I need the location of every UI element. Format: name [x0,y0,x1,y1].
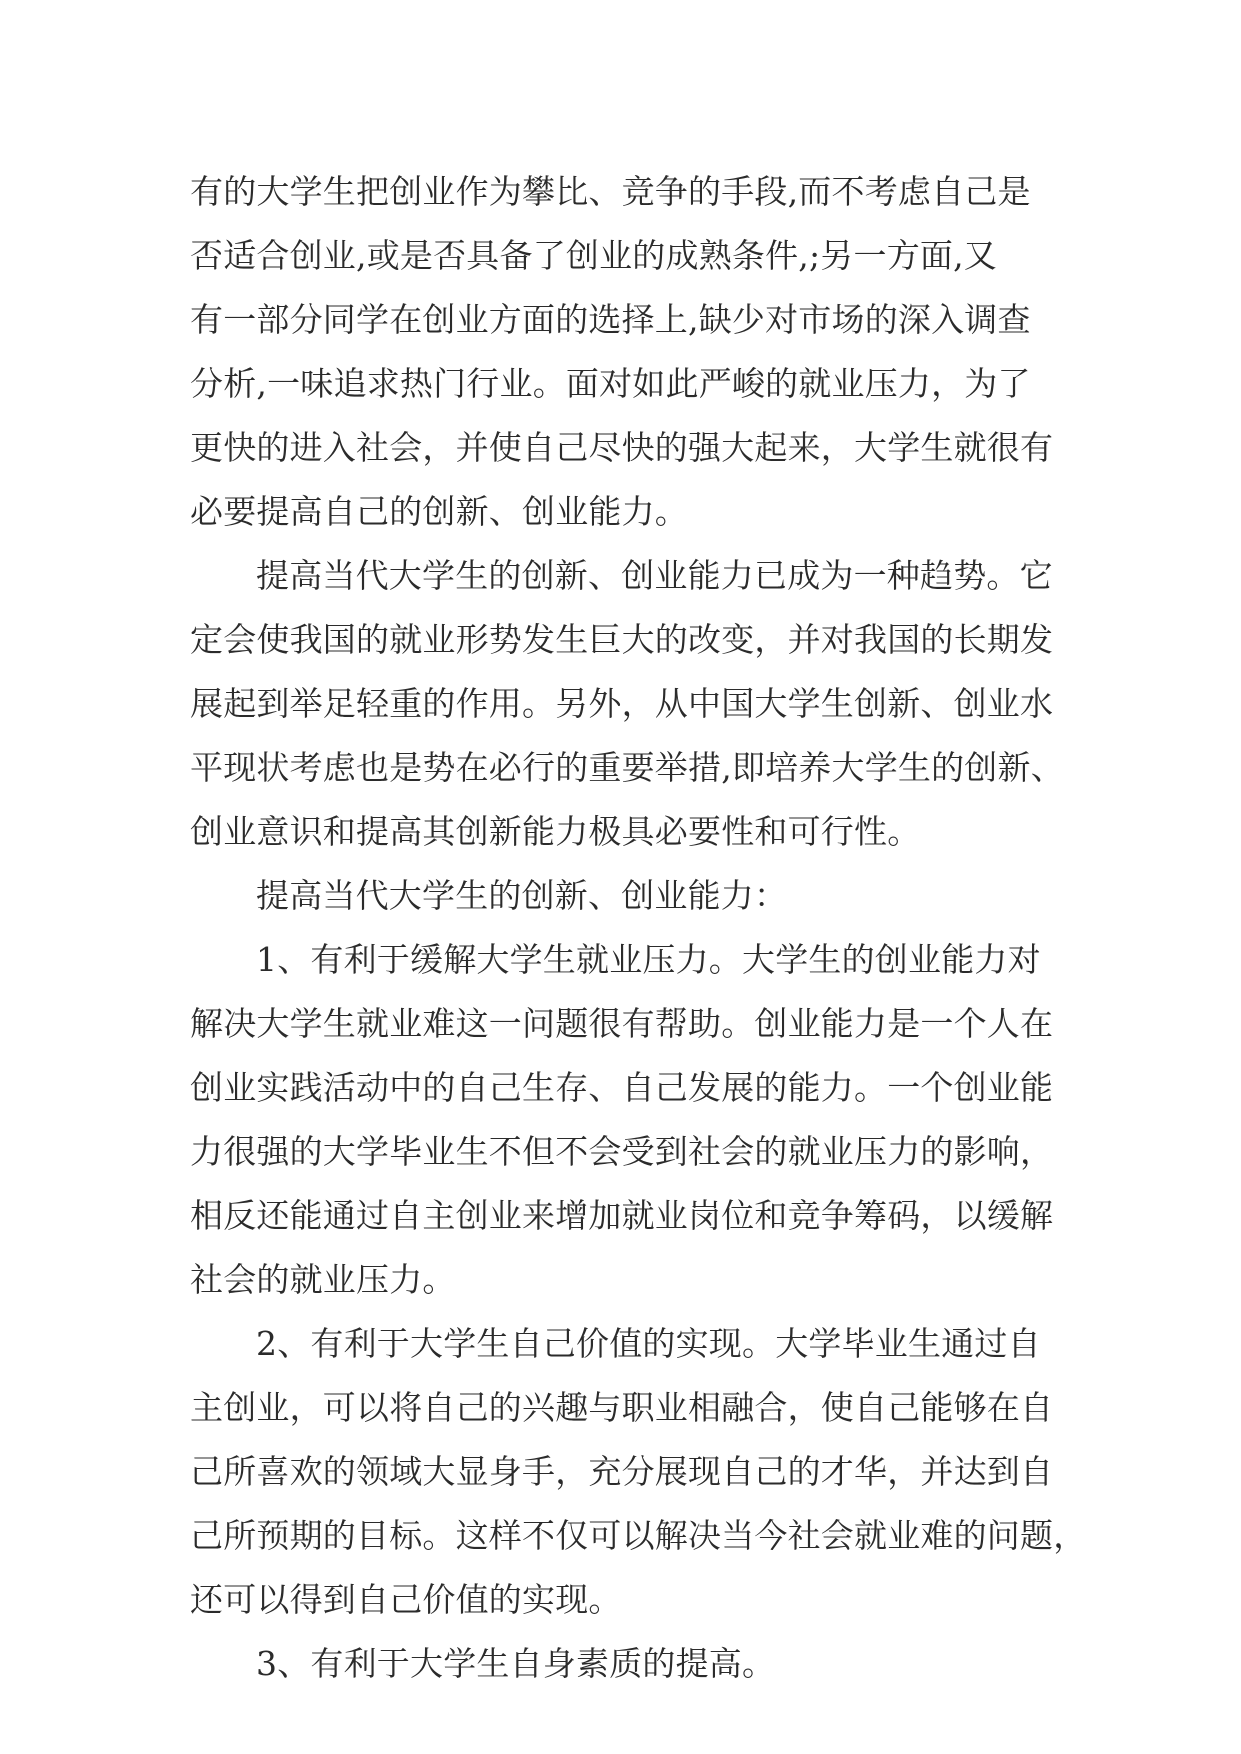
text-line: 必要提高自己的创新、创业能力。 [190,492,688,531]
text-line: 创业意识和提高其创新能力极具必要性和可行性。 [190,812,921,851]
text-line: 定会使我国的就业形势发生巨大的改变，并对我国的长期发 [190,620,1054,659]
text-line: 提高当代大学生的创新、创业能力已成为一种趋势。它 [256,556,1053,595]
text-line: 平现状考虑也是势在必行的重要举措,即培养大学生的创新、 [190,748,1064,787]
text-line: 有的大学生把创业作为攀比、竞争的手段,而不考虑自己是 [190,172,1031,211]
text-line: 3、有利于大学生自身素质的提高。 [256,1644,776,1683]
text-line: 提高当代大学生的创新、创业能力： [256,876,788,915]
text-line: 己所预期的目标。这样不仅可以解决当今社会就业难的问题， [190,1516,1087,1555]
text-line: 解决大学生就业难这一问题很有帮助。创业能力是一个人在 [190,1004,1054,1043]
text-line: 己所喜欢的领域大显身手，充分展现自己的才华，并达到自 [190,1452,1054,1491]
text-line: 主创业，可以将自己的兴趣与职业相融合，使自己能够在自 [190,1388,1054,1427]
text-line: 1、有利于缓解大学生就业压力。大学生的创业能力对 [256,940,1041,979]
text-line: 力很强的大学毕业生不但不会受到社会的就业压力的影响， [190,1132,1054,1171]
text-line: 展起到举足轻重的作用。另外，从中国大学生创新、创业水 [190,684,1054,723]
body-text [190,160,1087,1696]
text-line: 社会的就业压力。 [190,1260,456,1299]
text-line: 有一部分同学在创业方面的选择上,缺少对市场的深入调查 [190,300,1031,339]
text-line: 否适合创业,或是否具备了创业的成熟条件,;另一方面,又 [190,236,997,275]
text-line: 分析,一味追求热门行业。面对如此严峻的就业压力，为了 [190,364,1031,403]
text-line: 相反还能通过自主创业来增加就业岗位和竞争筹码，以缓解 [190,1196,1054,1235]
text-line: 创业实践活动中的自己生存、自己发展的能力。一个创业能 [190,1068,1054,1107]
text-line: 还可以得到自己价值的实现。 [190,1580,622,1619]
text-line: 更快的进入社会，并使自己尽快的强大起来，大学生就很有 [190,428,1054,467]
text-line: 2、有利于大学生自己价值的实现。大学毕业生通过自 [256,1324,1041,1363]
